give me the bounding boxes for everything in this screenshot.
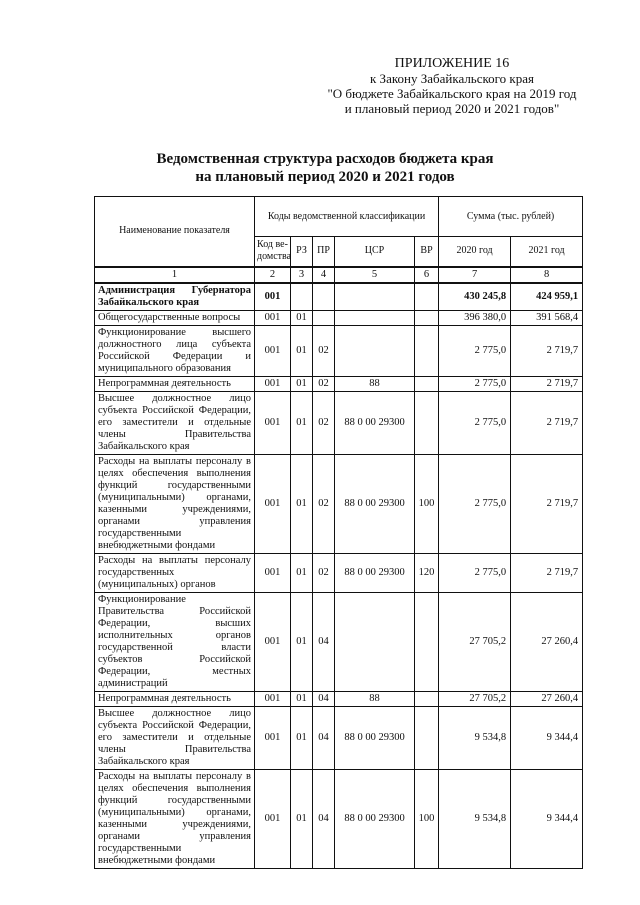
row-vr	[415, 706, 439, 769]
row-vr: 100	[415, 769, 439, 868]
law-reference: к Закону Забайкальского края	[369, 71, 534, 86]
row-pr	[313, 310, 335, 325]
row-name: Расходы на выплаты персоналу государственных (муниципальных) органов	[95, 553, 255, 592]
row-2021: 9 344,4	[511, 769, 583, 868]
row-csr: 88 0 00 29300	[335, 706, 415, 769]
row-pr: 02	[313, 325, 335, 376]
row-rz	[291, 283, 313, 311]
row-2020: 2 775,0	[439, 454, 511, 553]
table-row	[95, 553, 583, 592]
column-number: 1	[95, 267, 255, 283]
row-name: Высшее должностное лицо субъекта Российской Федерации, его заместители и отдельные члены Правительства Забайкальского края	[95, 391, 255, 454]
header-vr: ВР	[415, 237, 439, 267]
row-pr: 04	[313, 592, 335, 691]
row-rz: 01	[291, 706, 313, 769]
table-row	[95, 283, 583, 311]
row-csr	[335, 592, 415, 691]
title-line-1: Ведомственная структура расходов бюджета края	[156, 151, 494, 167]
row-rz: 01	[291, 553, 313, 592]
table-row	[95, 391, 583, 454]
row-ved: 001	[255, 283, 291, 311]
row-rz: 01	[291, 691, 313, 706]
row-rz: 01	[291, 325, 313, 376]
row-name: Функционирование Правительства Российской Федерации, высших исполнительных органов государственной власти субъектов Российской Федерации, местных администраций	[95, 592, 255, 691]
table-row	[95, 769, 583, 868]
table-row	[95, 592, 583, 691]
row-rz: 01	[291, 454, 313, 553]
column-number: 2	[255, 267, 291, 283]
row-ved: 001	[255, 691, 291, 706]
row-ved: 001	[255, 769, 291, 868]
row-csr	[335, 283, 415, 311]
table-row	[95, 691, 583, 706]
row-vr	[415, 310, 439, 325]
row-ved: 001	[255, 454, 291, 553]
row-ved: 001	[255, 325, 291, 376]
row-name: Непрограммная деятельность	[95, 691, 255, 706]
row-csr	[335, 310, 415, 325]
row-2020: 430 245,8	[439, 283, 511, 311]
row-2021: 2 719,7	[511, 376, 583, 391]
document-title	[90, 150, 560, 186]
row-ved: 001	[255, 553, 291, 592]
header-csr: ЦСР	[335, 237, 415, 267]
row-name: Непрограммная деятельность	[95, 376, 255, 391]
row-ved: 001	[255, 706, 291, 769]
column-number: 4	[313, 267, 335, 283]
header-rz: РЗ	[291, 237, 313, 267]
row-2021: 2 719,7	[511, 391, 583, 454]
column-number: 5	[335, 267, 415, 283]
row-rz: 01	[291, 310, 313, 325]
row-rz: 01	[291, 376, 313, 391]
row-vr: 120	[415, 553, 439, 592]
row-csr	[335, 325, 415, 376]
row-name: Расходы на выплаты персоналу в целях обеспечения выполнения функций государственными (муниципальными) органами, казенными учреждениями, органами управления государственными внебюджетными фондами	[95, 769, 255, 868]
row-rz: 01	[291, 391, 313, 454]
column-number: 6	[415, 267, 439, 283]
row-pr: 04	[313, 769, 335, 868]
row-vr	[415, 691, 439, 706]
header-2020: 2020 год	[439, 237, 511, 267]
row-csr: 88 0 00 29300	[335, 769, 415, 868]
row-2020: 2 775,0	[439, 325, 511, 376]
row-vr	[415, 391, 439, 454]
row-2021: 2 719,7	[511, 454, 583, 553]
row-csr: 88 0 00 29300	[335, 454, 415, 553]
law-title-line-2: и плановый период 2020 и 2021 годов"	[344, 101, 560, 116]
row-ved: 001	[255, 310, 291, 325]
row-2020: 9 534,8	[439, 706, 511, 769]
row-pr: 02	[313, 553, 335, 592]
row-name: Общегосударственные вопросы	[95, 310, 255, 325]
header-2021: 2021 год	[511, 237, 583, 267]
table-row	[95, 706, 583, 769]
table-row	[95, 376, 583, 391]
row-rz: 01	[291, 769, 313, 868]
row-2020: 27 705,2	[439, 592, 511, 691]
title-line-2: на плановый период 2020 и 2021 годов	[195, 169, 455, 185]
row-csr: 88	[335, 691, 415, 706]
table-row	[95, 454, 583, 553]
row-name: Расходы на выплаты персоналу в целях обеспечения выполнения функций государственными (муниципальными) органами, казенными учреждениями, органами управления государственными внебюджетными фондами	[95, 454, 255, 553]
row-2021: 9 344,4	[511, 706, 583, 769]
appendix-label: ПРИЛОЖЕНИЕ 16	[394, 56, 510, 71]
row-vr: 100	[415, 454, 439, 553]
row-2020: 27 705,2	[439, 691, 511, 706]
row-2021: 424 959,1	[511, 283, 583, 311]
row-pr: 02	[313, 376, 335, 391]
row-2020: 2 775,0	[439, 391, 511, 454]
column-number: 7	[439, 267, 511, 283]
header-name: Наименование показателя	[95, 197, 255, 267]
row-2021: 27 260,4	[511, 691, 583, 706]
column-number: 3	[291, 267, 313, 283]
row-pr: 04	[313, 706, 335, 769]
row-name: Высшее должностное лицо субъекта Российской Федерации, его заместители и отдельные члены Правительства Забайкальского края	[95, 706, 255, 769]
row-2020: 9 534,8	[439, 769, 511, 868]
row-2020: 396 380,0	[439, 310, 511, 325]
row-pr	[313, 283, 335, 311]
row-name: Администрация Губернатора Забайкальского края	[95, 283, 255, 311]
row-2020: 2 775,0	[439, 376, 511, 391]
row-rz: 01	[291, 592, 313, 691]
row-csr: 88	[335, 376, 415, 391]
row-2020: 2 775,0	[439, 553, 511, 592]
column-number: 8	[511, 267, 583, 283]
row-ved: 001	[255, 592, 291, 691]
row-vr	[415, 592, 439, 691]
appendix-header	[322, 56, 582, 116]
header-pr: ПР	[313, 237, 335, 267]
row-name: Функционирование высшего должностного лица субъекта Российской Федерации и муниципального образования	[95, 325, 255, 376]
table-row	[95, 325, 583, 376]
row-csr: 88 0 00 29300	[335, 553, 415, 592]
law-title-line-1: "О бюджете Забайкальского края на 2019 год	[327, 86, 577, 101]
row-pr: 02	[313, 454, 335, 553]
row-2021: 27 260,4	[511, 592, 583, 691]
row-vr	[415, 376, 439, 391]
row-ved: 001	[255, 376, 291, 391]
header-ved: Код ве-домства	[255, 237, 291, 267]
table-row	[95, 310, 583, 325]
header-sum-group: Сумма (тыс. рублей)	[439, 197, 583, 237]
row-pr: 04	[313, 691, 335, 706]
row-vr	[415, 283, 439, 311]
row-2021: 2 719,7	[511, 553, 583, 592]
expenditure-table	[94, 196, 583, 869]
row-2021: 391 568,4	[511, 310, 583, 325]
row-ved: 001	[255, 391, 291, 454]
header-codes-group: Коды ведомственной классификации	[255, 197, 439, 237]
row-2021: 2 719,7	[511, 325, 583, 376]
row-pr: 02	[313, 391, 335, 454]
row-vr	[415, 325, 439, 376]
row-csr: 88 0 00 29300	[335, 391, 415, 454]
